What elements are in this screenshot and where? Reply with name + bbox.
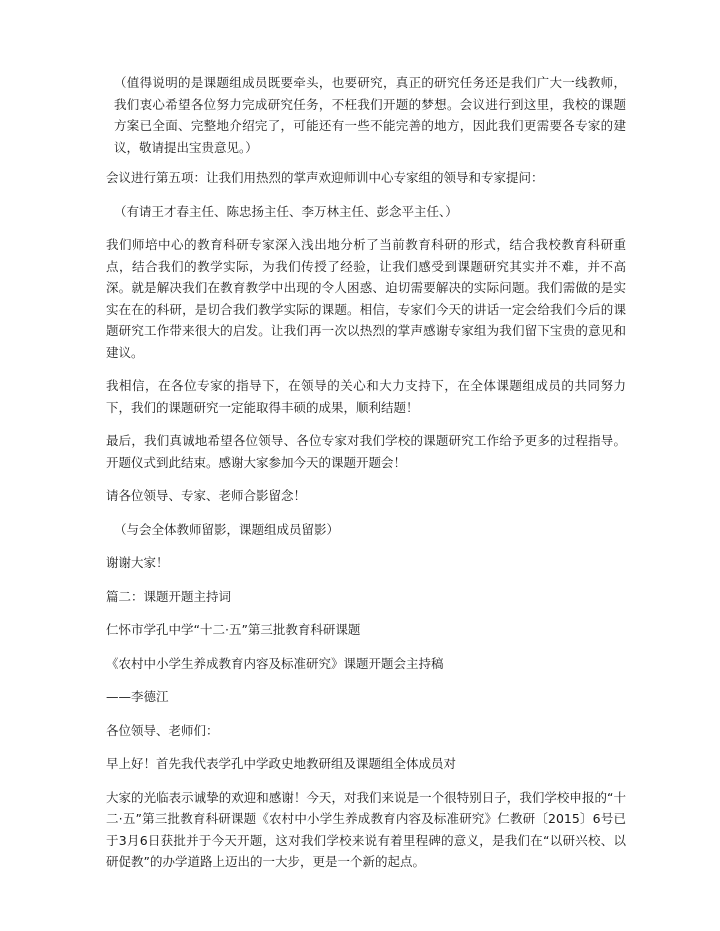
document-page [106,72,626,873]
paragraph-thanks: 谢谢大家！ [106,555,169,570]
paragraph-expert-list: （有请王才春主任、陈忠扬主任、李万林主任、彭念平主任、） [114,203,458,219]
author-line: ——李德江 [106,689,169,704]
paragraph-photo-invite: 请各位领导、专家、老师合影留念！ [106,488,307,503]
paragraph-expert-summary: 我们师培中心的教育科研专家深入浅出地分析了当前教育科研的形式，结合我校教育科研重点，结合我们的教学实际，为我们传授了经验，让我们感受到课题研究其实并不难，并不高深。就是解决我们在教育教学中出现的令人困惑、迫切需要解决的实际问题。我们需做的是实实在在的科研，是切合我们教学实际的课题。相信，专家们今天的讲话一定会给我们今后的课题研究工作带来很大的启发。让我们再一次以热烈的掌声感谢专家组为我们留下宝贵的意见和建议。 [106,237,626,360]
paragraph-conclusion: 最后，我们真诚地希望各位领导、各位专家对我们学校的课题研究工作给予更多的过程指导。开题仪式到此结束。感谢大家参加今天的课题开题会！ [106,433,626,470]
paragraph-confidence: 我相信，在各位专家的指导下，在领导的关心和大力支持下，在全体课题组成员的共同努力下，我们的课题研究一定能取得丰硕的成果，顺利结题！ [106,378,626,415]
paragraph-closing-remark: （值得说明的是课题组成员既要牵头，也要研究，真正的研究任务还是我们广大一线教师，我们衷心希望各位努力完成研究任务，不枉我们开题的梦想。会议进行到这里，我校的课题方案已全面、完整地介绍完了，可能还有一些不能完善的地方，因此我们更需要各专家的建议，敬请提出宝贵意见。） [114,75,626,155]
paragraph-agenda-item-five: 会议进行第五项：让我们用热烈的掌声欢迎师训中心专家组的领导和专家提问： [106,170,544,185]
section-heading: 篇二：课题开题主持词 [106,588,232,604]
project-title-line: 《农村中小学生养成教育内容及标准研究》课题开题会主持稿 [106,655,444,671]
paragraph-photo-note: （与会全体教师留影，课题组成员留影） [114,521,340,537]
paragraph-greeting: 早上好！首先我代表学孔中学政史地教研组及课题组全体成员对 [106,756,457,771]
paragraph-welcome: 大家的光临表示诚挚的欢迎和感谢！今天，对我们来说是一个很特别日子，我们学校申报的“十二·五”第三批教育科研课题《农村中小学生养成教育内容及标准研究》仁教研〔2015〕6号已于3月6日获批并于今天开题，这对我们学校来说有着里程碑的意义，是我们在“以研兴校、以研促教”的办学道路上迈出的一大步，更是一个新的起点。 [106,789,626,869]
project-school-line: 仁怀市学孔中学“十二·五”第三批教育科研课题 [106,622,361,637]
salutation-line: 各位领导、老师们： [106,722,219,738]
